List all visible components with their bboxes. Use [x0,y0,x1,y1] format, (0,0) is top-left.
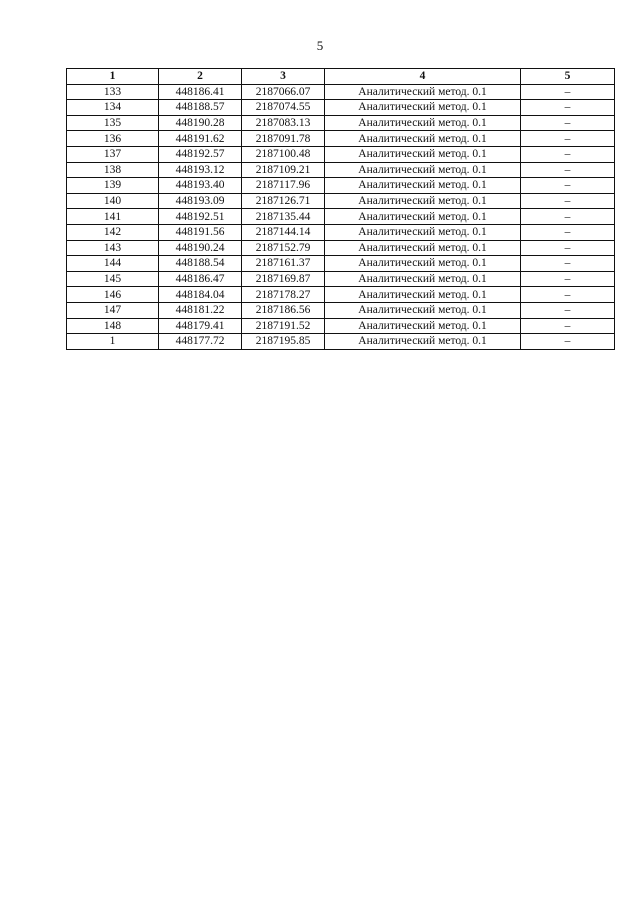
note-cell: – [521,193,615,209]
header-cell-1: 1 [67,69,159,85]
note-cell: – [521,224,615,240]
x-coordinate-cell: 448192.57 [159,146,242,162]
point-number-cell: 133 [67,84,159,100]
note-cell: – [521,271,615,287]
note-cell: – [521,115,615,131]
note-cell: – [521,178,615,194]
y-coordinate-cell: 2187178.27 [242,287,325,303]
point-number-cell: 140 [67,193,159,209]
y-coordinate-cell: 2187066.07 [242,84,325,100]
method-cell: Аналитический метод. 0.1 [325,318,521,334]
method-cell: Аналитический метод. 0.1 [325,334,521,350]
table-row [67,224,615,240]
y-coordinate-cell: 2187195.85 [242,334,325,350]
note-cell: – [521,131,615,147]
note-cell: – [521,146,615,162]
x-coordinate-cell: 448191.56 [159,224,242,240]
point-number-cell: 145 [67,271,159,287]
point-number-cell: 147 [67,302,159,318]
x-coordinate-cell: 448193.40 [159,178,242,194]
header-row [67,69,615,85]
y-coordinate-cell: 2187083.13 [242,115,325,131]
point-number-cell: 138 [67,162,159,178]
y-coordinate-cell: 2187135.44 [242,209,325,225]
method-cell: Аналитический метод. 0.1 [325,224,521,240]
table-row [67,271,615,287]
note-cell: – [521,100,615,116]
method-cell: Аналитический метод. 0.1 [325,178,521,194]
point-number-cell: 135 [67,115,159,131]
method-cell: Аналитический метод. 0.1 [325,193,521,209]
header-cell-2: 2 [159,69,242,85]
header-cell-3: 3 [242,69,325,85]
x-coordinate-cell: 448179.41 [159,318,242,334]
y-coordinate-cell: 2187152.79 [242,240,325,256]
point-number-cell: 134 [67,100,159,116]
y-coordinate-cell: 2187169.87 [242,271,325,287]
coordinates-table [66,68,615,350]
header-cell-4: 4 [325,69,521,85]
header-cell-5: 5 [521,69,615,85]
point-number-cell: 137 [67,146,159,162]
table-row [67,287,615,303]
y-coordinate-cell: 2187144.14 [242,224,325,240]
table-body [67,84,615,349]
y-coordinate-cell: 2187126.71 [242,193,325,209]
note-cell: – [521,240,615,256]
y-coordinate-cell: 2187161.37 [242,256,325,272]
point-number-cell: 1 [67,334,159,350]
method-cell: Аналитический метод. 0.1 [325,209,521,225]
point-number-cell: 148 [67,318,159,334]
y-coordinate-cell: 2187117.96 [242,178,325,194]
table-row [67,115,615,131]
point-number-cell: 143 [67,240,159,256]
y-coordinate-cell: 2187191.52 [242,318,325,334]
table-header [67,69,615,85]
note-cell: – [521,84,615,100]
table-row [67,302,615,318]
x-coordinate-cell: 448192.51 [159,209,242,225]
y-coordinate-cell: 2187186.56 [242,302,325,318]
y-coordinate-cell: 2187100.48 [242,146,325,162]
x-coordinate-cell: 448186.41 [159,84,242,100]
method-cell: Аналитический метод. 0.1 [325,131,521,147]
point-number-cell: 142 [67,224,159,240]
x-coordinate-cell: 448190.24 [159,240,242,256]
x-coordinate-cell: 448190.28 [159,115,242,131]
method-cell: Аналитический метод. 0.1 [325,271,521,287]
table-row [67,131,615,147]
x-coordinate-cell: 448181.22 [159,302,242,318]
table-row [67,209,615,225]
note-cell: – [521,209,615,225]
method-cell: Аналитический метод. 0.1 [325,287,521,303]
x-coordinate-cell: 448184.04 [159,287,242,303]
point-number-cell: 141 [67,209,159,225]
method-cell: Аналитический метод. 0.1 [325,100,521,116]
method-cell: Аналитический метод. 0.1 [325,162,521,178]
note-cell: – [521,162,615,178]
table-row [67,334,615,350]
page-number: 5 [316,38,324,53]
method-cell: Аналитический метод. 0.1 [325,115,521,131]
table-row [67,146,615,162]
y-coordinate-cell: 2187074.55 [242,100,325,116]
note-cell: – [521,302,615,318]
x-coordinate-cell: 448193.12 [159,162,242,178]
table-row [67,240,615,256]
table-row [67,100,615,116]
point-number-cell: 136 [67,131,159,147]
point-number-cell: 144 [67,256,159,272]
point-number-cell: 146 [67,287,159,303]
table-row [67,178,615,194]
point-number-cell: 139 [67,178,159,194]
y-coordinate-cell: 2187091.78 [242,131,325,147]
table-row [67,193,615,209]
x-coordinate-cell: 448188.54 [159,256,242,272]
y-coordinate-cell: 2187109.21 [242,162,325,178]
note-cell: – [521,334,615,350]
note-cell: – [521,256,615,272]
x-coordinate-cell: 448191.62 [159,131,242,147]
table-row [67,256,615,272]
method-cell: Аналитический метод. 0.1 [325,84,521,100]
method-cell: Аналитический метод. 0.1 [325,256,521,272]
table-row [67,318,615,334]
method-cell: Аналитический метод. 0.1 [325,240,521,256]
x-coordinate-cell: 448177.72 [159,334,242,350]
table-row [67,84,615,100]
note-cell: – [521,287,615,303]
x-coordinate-cell: 448193.09 [159,193,242,209]
method-cell: Аналитический метод. 0.1 [325,302,521,318]
x-coordinate-cell: 448186.47 [159,271,242,287]
table-row [67,162,615,178]
method-cell: Аналитический метод. 0.1 [325,146,521,162]
x-coordinate-cell: 448188.57 [159,100,242,116]
note-cell: – [521,318,615,334]
